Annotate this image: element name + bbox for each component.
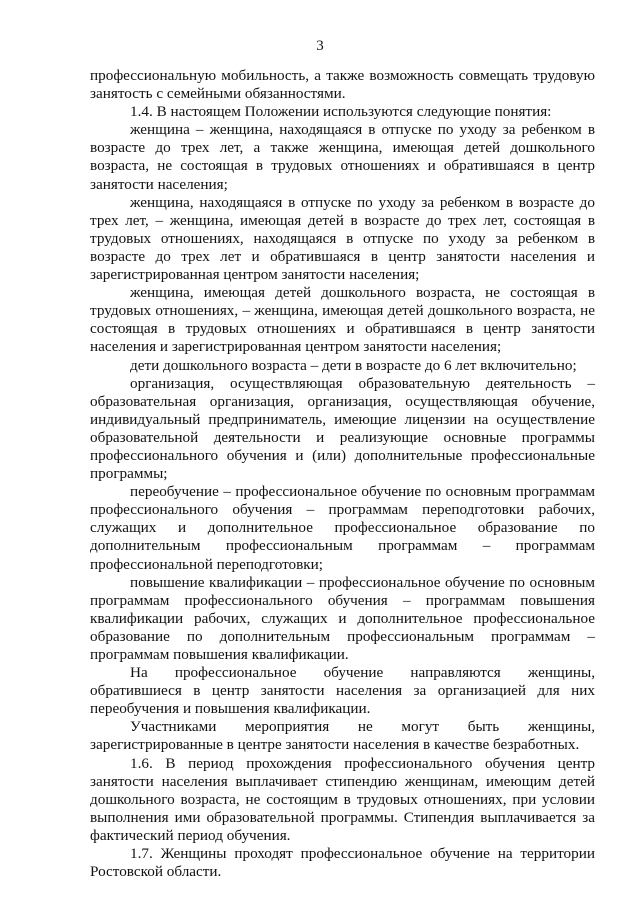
paragraph-3: женщина – женщина, находящаяся в отпуске по уходу за ребенком в возрасте до трех лет, а также женщина, имеющая детей дошкольного возраста, не состоящая в трудовых отношениях и обратившаяся в центр занятости населения; [90,121,595,193]
paragraph-10: На профессиональное обучение направляются женщины, обратившиеся в центр занятости населения за организацией для них переобучения и повышения квалификации. [90,664,595,718]
page-number: 3 [316,38,324,54]
paragraph-1: профессиональную мобильность, а также возможность совмещать трудовую занятость с семейными обязанностями. [90,67,595,103]
paragraph-9: повышение квалификации – профессиональное обучение по основным программам профессионального обучения – программам повышения квалификации рабочих, служащих и дополнительное профессиональное образование по дополнительным профессиональным программам – программам повышения квалификации. [90,573,595,663]
document-body [90,67,595,881]
paragraph-13: 1.7. Женщины проходят профессиональное обучение на территории Ростовской области. [90,845,595,881]
paragraph-6: дети дошкольного возраста – дети в возрасте до 6 лет включительно; [130,356,577,374]
paragraph-2: 1.4. В настоящем Положении используются следующие понятия: [130,103,552,121]
paragraph-12: 1.6. В период прохождения профессионального обучения центр занятости населения выплачивает стипендию женщинам, имеющим детей дошкольного возраста, не состоящим в трудовых отношениях, при условии выполнения ими образовательной программы. Стипендия выплачивается за фактический период обучения. [90,754,595,844]
paragraph-11: Участниками мероприятия не могут быть женщины, зарегистрированные в центре занятости населения в качестве безработных. [90,718,595,754]
paragraph-8: переобучение – профессиональное обучение по основным программам профессионального обучения – программам переподготовки рабочих, служащих и дополнительное профессиональное образование по дополнительным профессиональным программам – программам профессиональной переподготовки; [90,483,595,573]
paragraph-4: женщина, находящаяся в отпуске по уходу за ребенком в возрасте до трех лет, – женщина, имеющая детей в возрасте до трех лет, состоящая в трудовых отношениях, находящаяся в отпуске по уходу за ребенком в возрасте до трех лет и обратившаяся в центр занятости населения и зарегистрированная центром занятости населения; [90,193,595,284]
paragraph-7: организация, осуществляющая образовательную деятельность – образовательная организация, организация, осуществляющая обучение, индивидуальный предприниматель, имеющие лицензии на осуществление образовательной деятельности и реализующие основные программы профессионального обучения и (или) дополнительные профессиональные программы; [90,374,595,483]
paragraph-5: женщина, имеющая детей дошкольного возраста, не состоящая в трудовых отношениях, – женщина, имеющая детей дошкольного возраста, не состоящая в трудовых отношениях и обратившаяся в центр занятости населения и зарегистрированная центром занятости населения; [90,284,595,356]
